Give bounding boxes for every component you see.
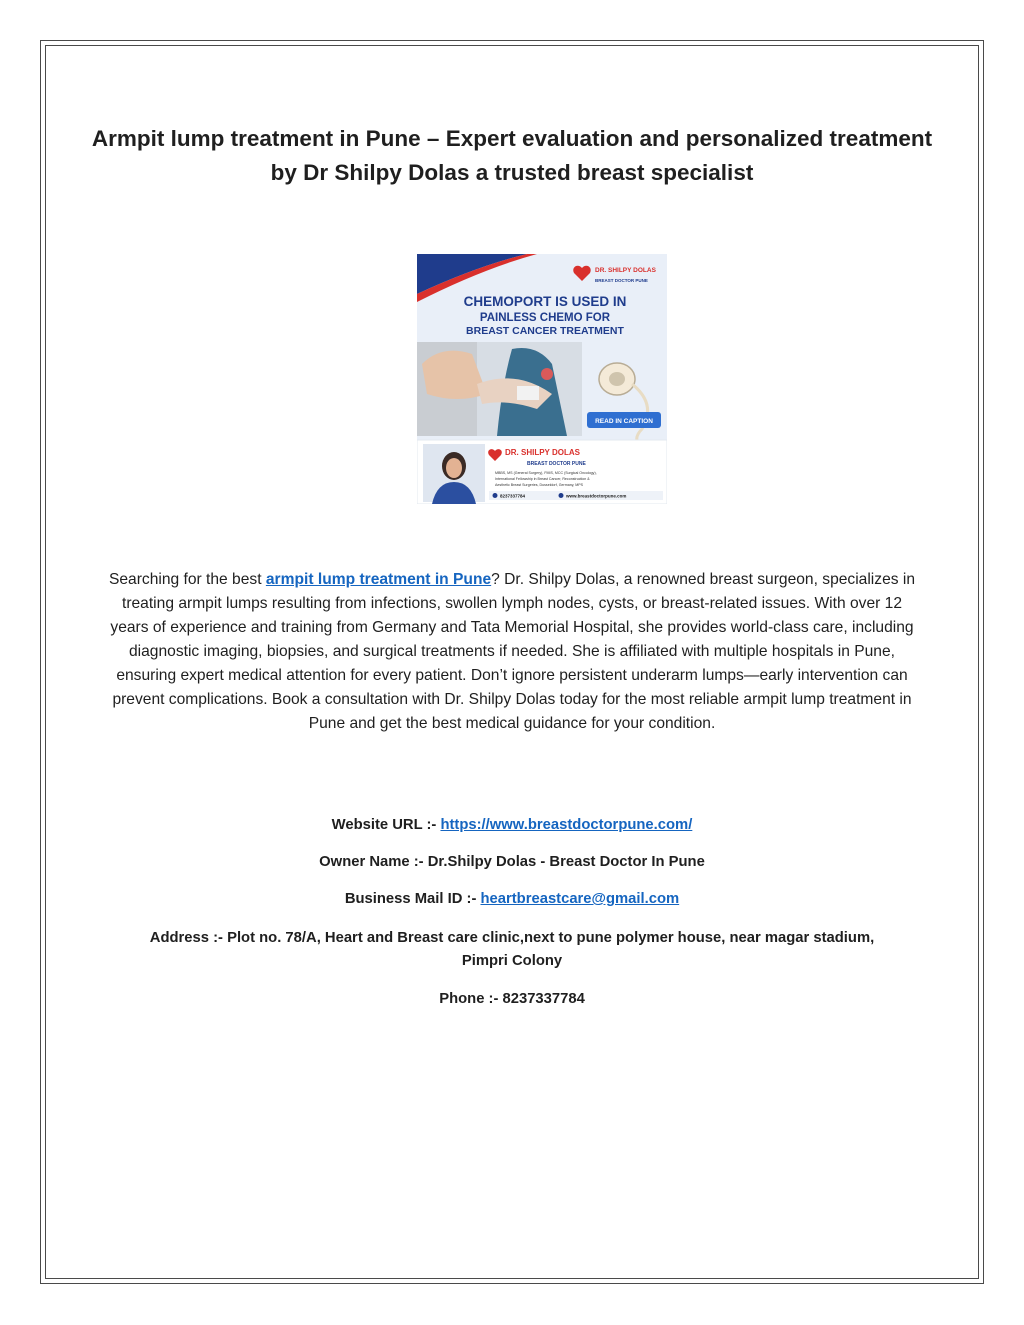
address-label: Address :- [149,930,228,946]
website-link[interactable]: https://www.breastdoctorpune.com/ [440,817,693,833]
body-text-intro: Searching for the best [108,571,266,588]
globe-icon [559,493,564,498]
treatment-photo [417,342,582,436]
card-credentials-1: MBBS, MS (General Surgery), FMIS, MCC (Surgical Oncology), [495,471,597,475]
address-row [140,927,884,973]
website-row [90,814,934,837]
armpit-lump-treatment-link[interactable]: armpit lump treatment in Pune [265,571,492,588]
card-website: www.breastdoctorpune.com [566,493,627,499]
card-doctor-title: BREAST DOCTOR PUNE [527,461,586,467]
cta-label: READ IN CAPTION [595,418,653,425]
body-paragraph [108,568,916,736]
poster-headline-2: PAINLESS CHEMO FOR [479,312,611,324]
card-credentials-2: International Fellowship in Breast Cancer, Reconstruction & [495,477,590,481]
website-label: Website URL :- [331,817,441,833]
promo-poster-image [417,254,667,504]
poster-headline-1: CHEMOPORT IS USED IN [463,294,627,309]
poster-headline-3: BREAST CANCER TREATMENT [466,325,624,337]
phone-value: 8237337784 [502,991,585,1007]
read-in-caption-button[interactable] [587,412,661,428]
phone-row [90,988,934,1011]
email-link[interactable]: heartbreastcare@gmail.com [480,891,680,907]
body-text-rest: ? Dr. Shilpy Dolas, a renowned breast surgeon, specializes in treating armpit lumps resulting from infections, swollen lymph nodes, cysts, or breast-related issues. With over 12 years of experience and training from Germany and Tata Memorial Hospital, she provides world-class care, including diagnostic imaging, biopsies, and surgical treatments if needed. She is affiliated with multiple hospitals in Pune, ensuring expert medical attention for every patient. Don’t ignore persistent underarm lumps—early intervention can prevent complications. Book a consultation with Dr. Shilpy Dolas today for the most reliable armpit lump treatment in Pune and get the best medical guidance for your condition. [110,571,916,732]
phone-label: Phone :- [439,991,503,1007]
brand-subtitle: BREAST DOCTOR PUNE [595,278,648,283]
doctor-card [417,440,667,504]
mail-label: Business Mail ID :- [344,891,481,907]
brand-name: DR. SHILPY DOLAS [595,267,656,274]
address-value: Plot no. 78/A, Heart and Breast care clinic,next to pune polymer house, near magar stadium, Pimpri Colony [227,930,875,969]
owner-value: Dr.Shilpy Dolas - Breast Doctor In Pune [427,854,705,870]
card-phone: 8237337784 [500,493,526,499]
owner-row [90,851,934,874]
phone-icon [493,493,498,498]
page-title: Armpit lump treatment in Pune – Expert evaluation and personalized treatment by Dr Shilpy Dolas a trusted breast specialist [91,126,933,185]
doctor-avatar [423,444,485,504]
mail-row [90,888,934,911]
owner-label: Owner Name :- [319,854,428,870]
poster-graphic [417,254,667,504]
card-credentials-3: Aesthetic Breast Surgeries, Dusseldorf, Germany, MPS [495,483,584,487]
card-doctor-name: DR. SHILPY DOLAS [505,448,580,457]
